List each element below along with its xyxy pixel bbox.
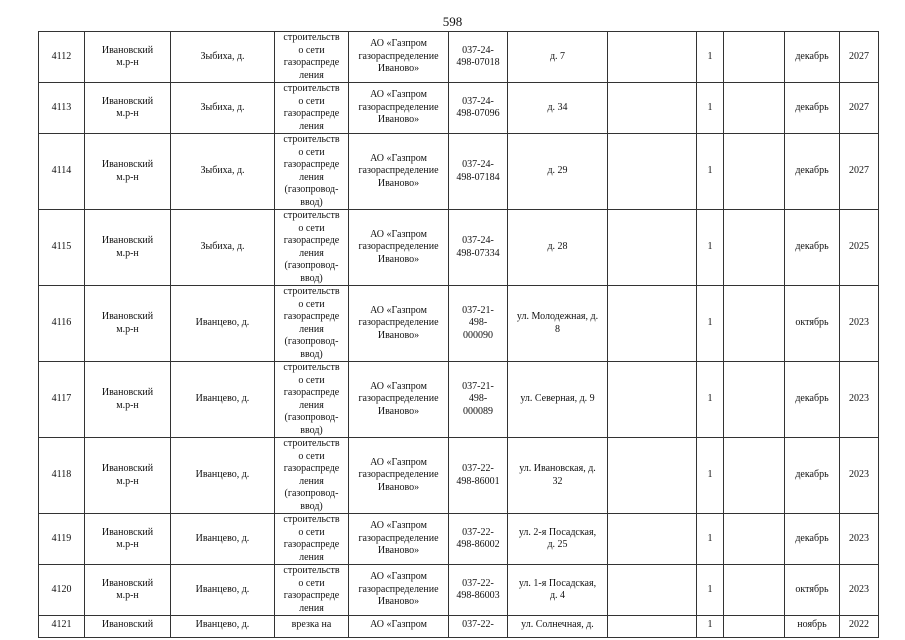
locality-cell-text: Зыбиха, д. (200, 101, 245, 113)
locality-cell-text: Иванцево, д. (195, 619, 250, 630)
project-code-cell-text: 037-22- (462, 619, 494, 630)
month-cell-text: декабрь (795, 532, 829, 544)
project-code-cell (449, 83, 508, 134)
count-cell-text: 1 (707, 101, 713, 113)
organization-cell-text: АО «Газпром газораспределение Иваново» (358, 304, 439, 341)
month-cell (785, 616, 840, 638)
address-cell (508, 362, 608, 438)
num-cell (39, 438, 85, 514)
address-cell (508, 210, 608, 286)
organization-cell (349, 616, 449, 638)
table-row (39, 362, 879, 438)
organization-cell-text: АО «Газпром (370, 619, 427, 630)
district-cell (85, 286, 171, 362)
work-type-cell (275, 616, 349, 638)
gas-connection-table (38, 31, 879, 638)
locality-cell (171, 286, 275, 362)
count-cell (697, 514, 724, 565)
empty-cell (724, 565, 785, 616)
district-cell (85, 32, 171, 83)
empty-cell (608, 362, 697, 438)
work-type-cell-text: строительств о сети газораспреде ления (газопровод- ввод) (283, 210, 340, 284)
work-type-cell-text: строительств о сети газораспреде ления (газопровод- ввод) (283, 286, 340, 360)
district-cell-text: Ивановский м.р-н (101, 311, 154, 335)
address-cell (508, 438, 608, 514)
project-code-cell (449, 210, 508, 286)
address-cell-text: ул. Северная, д. 9 (520, 393, 595, 405)
num-cell-text: 4121 (51, 619, 72, 630)
table-row (39, 210, 879, 286)
empty-cell (608, 32, 697, 83)
count-cell (697, 210, 724, 286)
count-cell (697, 565, 724, 616)
count-cell-text: 1 (707, 393, 713, 405)
empty-cell (608, 514, 697, 565)
year-cell-text: 2027 (849, 165, 869, 177)
year-cell (840, 362, 879, 438)
table-row (39, 286, 879, 362)
project-code-cell (449, 134, 508, 210)
empty-cell (724, 616, 785, 638)
empty-cell (608, 438, 697, 514)
empty-cell (724, 32, 785, 83)
address-cell-text: ул. 1-я Посадская, д. 4 (518, 577, 597, 601)
month-cell-text: декабрь (795, 393, 829, 405)
work-type-cell-text: строительств о сети газораспреде ления (283, 32, 340, 81)
year-cell (840, 438, 879, 514)
organization-cell-text: АО «Газпром газораспределение Иваново» (358, 571, 439, 608)
count-cell-text: 1 (707, 165, 713, 177)
district-cell-text: Ивановский м.р-н (101, 95, 154, 119)
work-type-cell-text: строительств о сети газораспреде ления (газопровод- ввод) (283, 438, 340, 512)
month-cell (785, 32, 840, 83)
address-cell-text: д. 34 (547, 101, 568, 113)
empty-cell (724, 362, 785, 438)
count-cell (697, 134, 724, 210)
num-cell (39, 286, 85, 362)
organization-cell (349, 362, 449, 438)
num-cell (39, 134, 85, 210)
year-cell-text: 2023 (849, 469, 869, 481)
project-code-cell-text: 037-24- 498-07018 (456, 44, 500, 68)
locality-cell (171, 616, 275, 638)
address-cell (508, 286, 608, 362)
table-row (39, 438, 879, 514)
project-code-cell (449, 514, 508, 565)
organization-cell (349, 286, 449, 362)
work-type-cell (275, 565, 349, 616)
month-cell (785, 362, 840, 438)
month-cell-text: декабрь (795, 50, 829, 62)
district-cell (85, 616, 171, 638)
count-cell-text: 1 (707, 241, 713, 253)
table-row (39, 514, 879, 565)
num-cell (39, 565, 85, 616)
project-code-cell-text: 037-22- 498-86003 (456, 577, 500, 601)
project-code-cell-text: 037-24- 498-07096 (456, 95, 500, 119)
num-cell-text: 4114 (51, 165, 72, 177)
count-cell-text: 1 (707, 317, 713, 329)
locality-cell (171, 514, 275, 565)
count-cell-text: 1 (707, 50, 713, 62)
month-cell (785, 134, 840, 210)
address-cell (508, 514, 608, 565)
address-cell-text: д. 7 (549, 50, 566, 62)
year-cell (840, 616, 879, 638)
locality-cell-text: Иванцево, д. (195, 532, 250, 544)
month-cell-text: октябрь (795, 317, 829, 329)
locality-cell-text: Иванцево, д. (195, 317, 250, 329)
locality-cell-text: Иванцево, д. (195, 469, 250, 481)
district-cell-text: Ивановский м.р-н (101, 577, 154, 601)
month-cell-text: ноябрь (797, 619, 827, 630)
month-cell (785, 514, 840, 565)
month-cell (785, 565, 840, 616)
count-cell (697, 286, 724, 362)
year-cell-text: 2025 (849, 241, 869, 253)
organization-cell-text: АО «Газпром газораспределение Иваново» (358, 456, 439, 493)
empty-cell (724, 210, 785, 286)
month-cell-text: декабрь (795, 101, 829, 113)
month-cell (785, 438, 840, 514)
locality-cell (171, 438, 275, 514)
address-cell (508, 134, 608, 210)
district-cell-text: Ивановский м.р-н (101, 526, 154, 550)
address-cell (508, 83, 608, 134)
table-row (39, 134, 879, 210)
work-type-cell-text: строительств о сети газораспреде ления (газопровод- ввод) (283, 134, 340, 208)
district-cell-text: Ивановский (101, 619, 154, 630)
project-code-cell-text: 037-22- 498-86001 (456, 463, 500, 487)
empty-cell (724, 286, 785, 362)
num-cell-text: 4113 (51, 101, 72, 113)
year-cell (840, 83, 879, 134)
table-body (39, 32, 879, 638)
table-row (39, 83, 879, 134)
district-cell (85, 210, 171, 286)
address-cell (508, 32, 608, 83)
organization-cell (349, 134, 449, 210)
empty-cell (724, 514, 785, 565)
year-cell (840, 32, 879, 83)
address-cell (508, 616, 608, 638)
empty-cell (608, 565, 697, 616)
district-cell-text: Ивановский м.р-н (101, 44, 154, 68)
district-cell-text: Ивановский м.р-н (101, 159, 154, 183)
work-type-cell-text: врезка на (291, 619, 332, 630)
organization-cell-text: АО «Газпром газораспределение Иваново» (358, 520, 439, 557)
work-type-cell (275, 514, 349, 565)
num-cell (39, 32, 85, 83)
empty-cell (608, 210, 697, 286)
work-type-cell-text: строительств о сети газораспреде ления (газопровод- ввод) (283, 362, 340, 436)
num-cell-text: 4116 (51, 317, 72, 329)
year-cell (840, 514, 879, 565)
count-cell-text: 1 (707, 583, 713, 595)
organization-cell (349, 438, 449, 514)
year-cell (840, 134, 879, 210)
organization-cell (349, 514, 449, 565)
project-code-cell-text: 037-22- 498-86002 (456, 526, 500, 550)
year-cell (840, 210, 879, 286)
num-cell (39, 616, 85, 638)
address-cell-text: ул. Ивановская, д. 32 (519, 463, 596, 487)
count-cell-text: 1 (707, 532, 713, 544)
empty-cell (608, 616, 697, 638)
num-cell (39, 210, 85, 286)
locality-cell (171, 134, 275, 210)
work-type-cell-text: строительств о сети газораспреде ления (283, 565, 340, 614)
work-type-cell (275, 438, 349, 514)
empty-cell (724, 438, 785, 514)
district-cell-text: Ивановский м.р-н (101, 387, 154, 411)
district-cell-text: Ивановский м.р-н (101, 235, 154, 259)
month-cell (785, 210, 840, 286)
project-code-cell-text: 037-24- 498-07334 (456, 235, 500, 259)
locality-cell (171, 362, 275, 438)
district-cell (85, 565, 171, 616)
organization-cell-text: АО «Газпром газораспределение Иваново» (358, 152, 439, 189)
district-cell (85, 514, 171, 565)
num-cell (39, 362, 85, 438)
empty-cell (724, 83, 785, 134)
table-row (39, 32, 879, 83)
district-cell (85, 362, 171, 438)
locality-cell (171, 565, 275, 616)
count-cell (697, 438, 724, 514)
month-cell (785, 83, 840, 134)
num-cell-text: 4119 (51, 532, 72, 544)
locality-cell (171, 32, 275, 83)
year-cell (840, 565, 879, 616)
organization-cell-text: АО «Газпром газораспределение Иваново» (358, 89, 439, 126)
year-cell-text: 2023 (849, 317, 869, 329)
month-cell-text: октябрь (795, 583, 829, 595)
locality-cell (171, 210, 275, 286)
organization-cell-text: АО «Газпром газораспределение Иваново» (358, 38, 439, 75)
address-cell-text: ул. 2-я Посадская, д. 25 (518, 526, 597, 550)
address-cell-text: ул. Молодежная, д. 8 (516, 311, 599, 335)
num-cell-text: 4117 (51, 393, 72, 405)
organization-cell-text: АО «Газпром газораспределение Иваново» (358, 380, 439, 417)
num-cell (39, 514, 85, 565)
month-cell (785, 286, 840, 362)
project-code-cell (449, 616, 508, 638)
work-type-cell (275, 210, 349, 286)
work-type-cell-text: строительств о сети газораспреде ления (283, 83, 340, 132)
count-cell (697, 32, 724, 83)
district-cell (85, 438, 171, 514)
locality-cell-text: Зыбиха, д. (200, 50, 245, 62)
locality-cell-text: Иванцево, д. (195, 393, 250, 405)
district-cell (85, 134, 171, 210)
work-type-cell (275, 286, 349, 362)
month-cell-text: декабрь (795, 241, 829, 253)
year-cell-text: 2022 (849, 619, 869, 630)
project-code-cell (449, 286, 508, 362)
count-cell-text: 1 (707, 469, 713, 481)
year-cell-text: 2023 (849, 532, 869, 544)
num-cell-text: 4118 (51, 469, 72, 481)
address-cell (508, 565, 608, 616)
num-cell-text: 4115 (51, 241, 72, 253)
month-cell-text: декабрь (795, 469, 829, 481)
num-cell (39, 83, 85, 134)
locality-cell-text: Зыбиха, д. (200, 165, 245, 177)
work-type-cell (275, 83, 349, 134)
empty-cell (608, 286, 697, 362)
work-type-cell (275, 134, 349, 210)
project-code-cell (449, 32, 508, 83)
year-cell-text: 2023 (849, 583, 869, 595)
organization-cell (349, 210, 449, 286)
organization-cell (349, 83, 449, 134)
organization-cell (349, 32, 449, 83)
year-cell-text: 2027 (849, 50, 869, 62)
year-cell-text: 2023 (849, 393, 869, 405)
locality-cell (171, 83, 275, 134)
count-cell (697, 362, 724, 438)
address-cell-text: д. 29 (547, 165, 568, 177)
table-row (39, 565, 879, 616)
district-cell (85, 83, 171, 134)
count-cell (697, 616, 724, 638)
year-cell (840, 286, 879, 362)
organization-cell (349, 565, 449, 616)
project-code-cell-text: 037-21- 498- 000090 (462, 304, 494, 341)
year-cell-text: 2027 (849, 101, 869, 113)
project-code-cell (449, 438, 508, 514)
district-cell-text: Ивановский м.р-н (101, 463, 154, 487)
work-type-cell (275, 32, 349, 83)
locality-cell-text: Иванцево, д. (195, 583, 250, 595)
page-number: 598 (442, 14, 463, 29)
work-type-cell (275, 362, 349, 438)
month-cell-text: декабрь (795, 165, 829, 177)
locality-cell-text: Зыбиха, д. (200, 241, 245, 253)
empty-cell (608, 83, 697, 134)
project-code-cell-text: 037-21- 498- 000089 (462, 380, 494, 417)
table-row (39, 616, 879, 638)
project-code-cell (449, 362, 508, 438)
project-code-cell-text: 037-24- 498-07184 (456, 159, 500, 183)
empty-cell (608, 134, 697, 210)
num-cell-text: 4112 (51, 50, 72, 62)
count-cell (697, 83, 724, 134)
project-code-cell (449, 565, 508, 616)
address-cell-text: ул. Солнечная, д. (521, 619, 594, 630)
address-cell-text: д. 28 (547, 241, 568, 253)
count-cell-text: 1 (707, 619, 713, 630)
empty-cell (724, 134, 785, 210)
num-cell-text: 4120 (51, 583, 72, 595)
work-type-cell-text: строительств о сети газораспреде ления (283, 514, 340, 563)
organization-cell-text: АО «Газпром газораспределение Иваново» (358, 228, 439, 265)
